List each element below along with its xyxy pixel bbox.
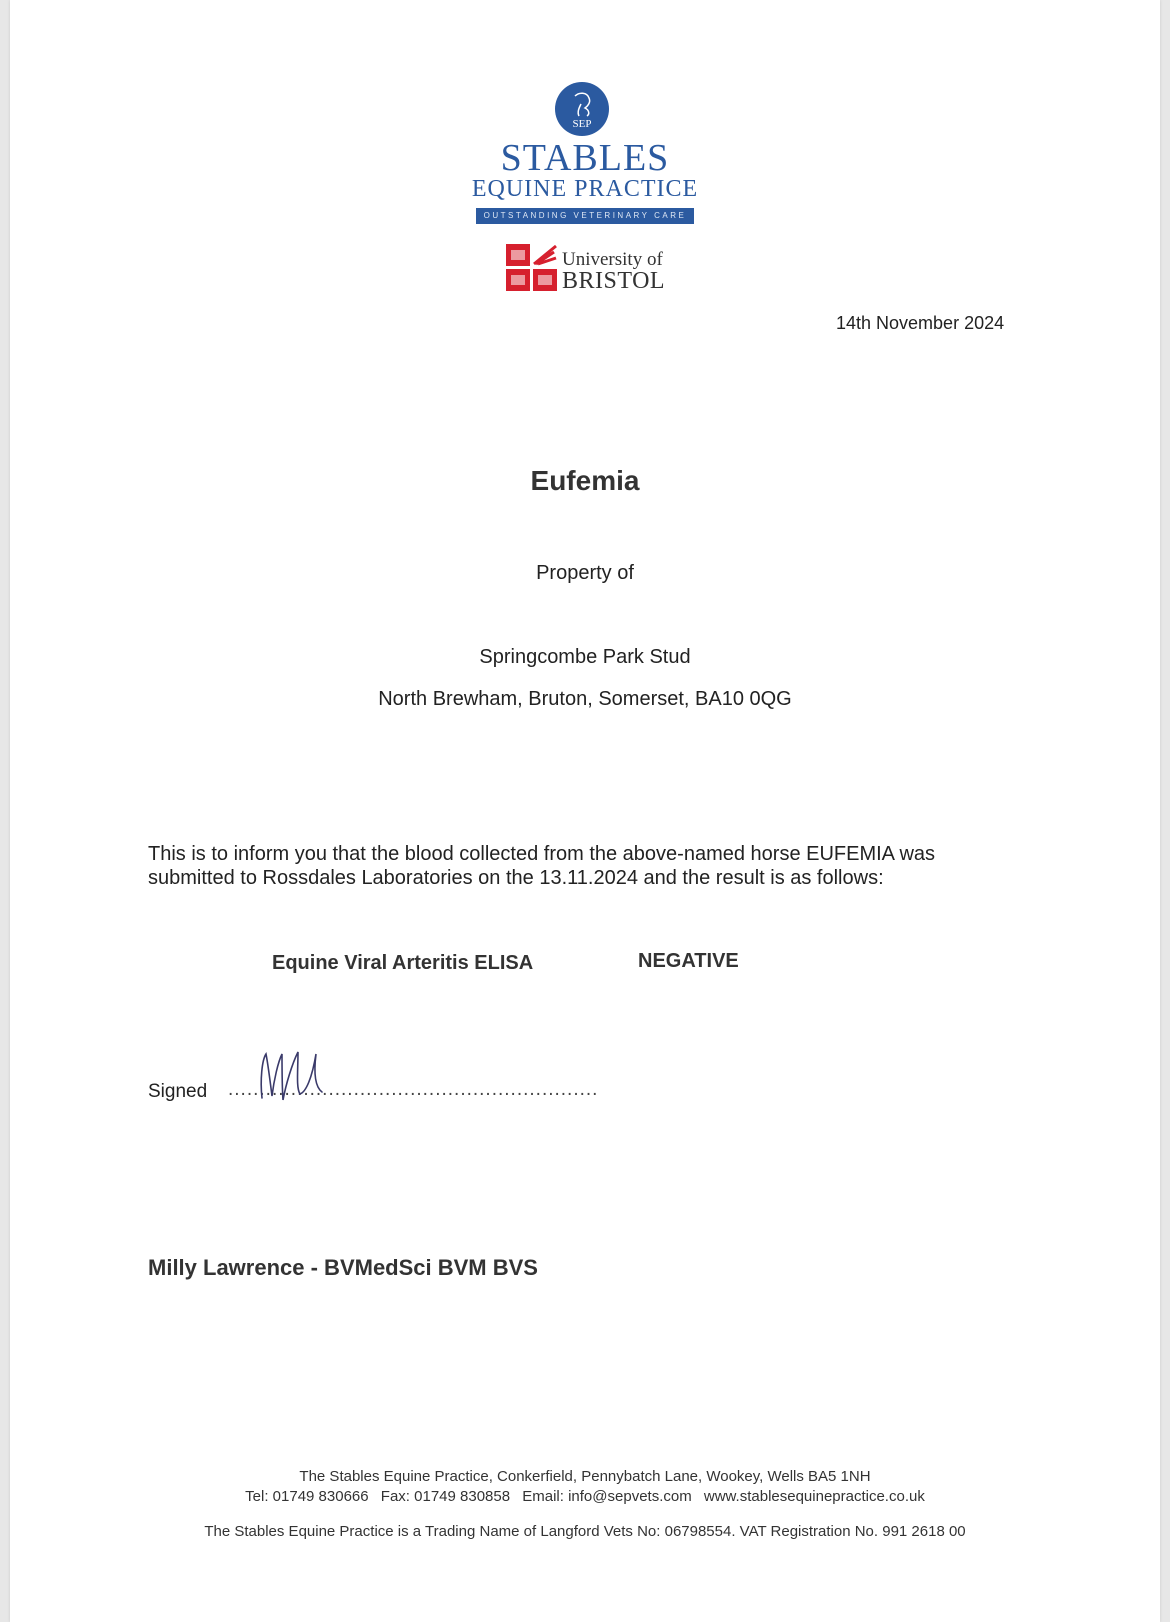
footer-legal: The Stables Equine Practice is a Trading Name of Langford Vets No: 06798554. VAT Registration No. 991 2618 00 — [204, 1523, 966, 1540]
handwritten-signature — [252, 1040, 342, 1110]
body-line-2: submitted to Rossdales Laboratories on the 13.11.2024 and the result is as follows: — [148, 867, 884, 889]
footer-address: The Stables Equine Practice, Conkerfield, Pennybatch Lane, Wookey, Wells BA5 1NH — [299, 1468, 871, 1485]
footer-website: www.stablesequinepractice.co.uk — [703, 1488, 925, 1505]
footer-email: Email: info@sepvets.com — [522, 1488, 692, 1505]
university-name: BRISTOL — [562, 268, 666, 294]
letter-page — [10, 0, 1160, 1622]
practice-name: STABLES — [500, 137, 670, 179]
sep-emblem-icon — [555, 82, 609, 136]
test-result: NEGATIVE — [638, 950, 739, 972]
body-paragraph — [148, 842, 1048, 890]
signatory-name: Milly Lawrence - BVMedSci BVM BVS — [148, 1255, 538, 1280]
footer-fax: Fax: 01749 830858 — [380, 1488, 511, 1505]
body-line-1: This is to inform you that the blood collected from the above-named horse EUFEMIA was — [148, 843, 936, 865]
practice-tagline: OUTSTANDING VETERINARY CARE — [476, 208, 694, 224]
emblem-text: SEP — [572, 118, 592, 130]
practice-subtitle: EQUINE PRACTICE — [471, 176, 699, 202]
footer-tel: Tel: 01749 830666 — [245, 1488, 369, 1505]
university-of-label: University of — [562, 249, 663, 270]
footer-contacts — [10, 1488, 1160, 1505]
test-name: Equine Viral Arteritis ELISA — [272, 952, 534, 974]
university-crest-icon — [506, 244, 558, 292]
signature-line: ........................................................... — [228, 1079, 599, 1100]
owner-address: North Brewham, Bruton, Somerset, BA10 0QG — [378, 688, 792, 710]
signed-label: Signed — [148, 1081, 208, 1102]
property-of-label: Property of — [536, 562, 634, 584]
letter-date: 14th November 2024 — [836, 313, 1005, 333]
horse-name: Eufemia — [530, 465, 640, 496]
owner-name: Springcombe Park Stud — [479, 646, 691, 668]
